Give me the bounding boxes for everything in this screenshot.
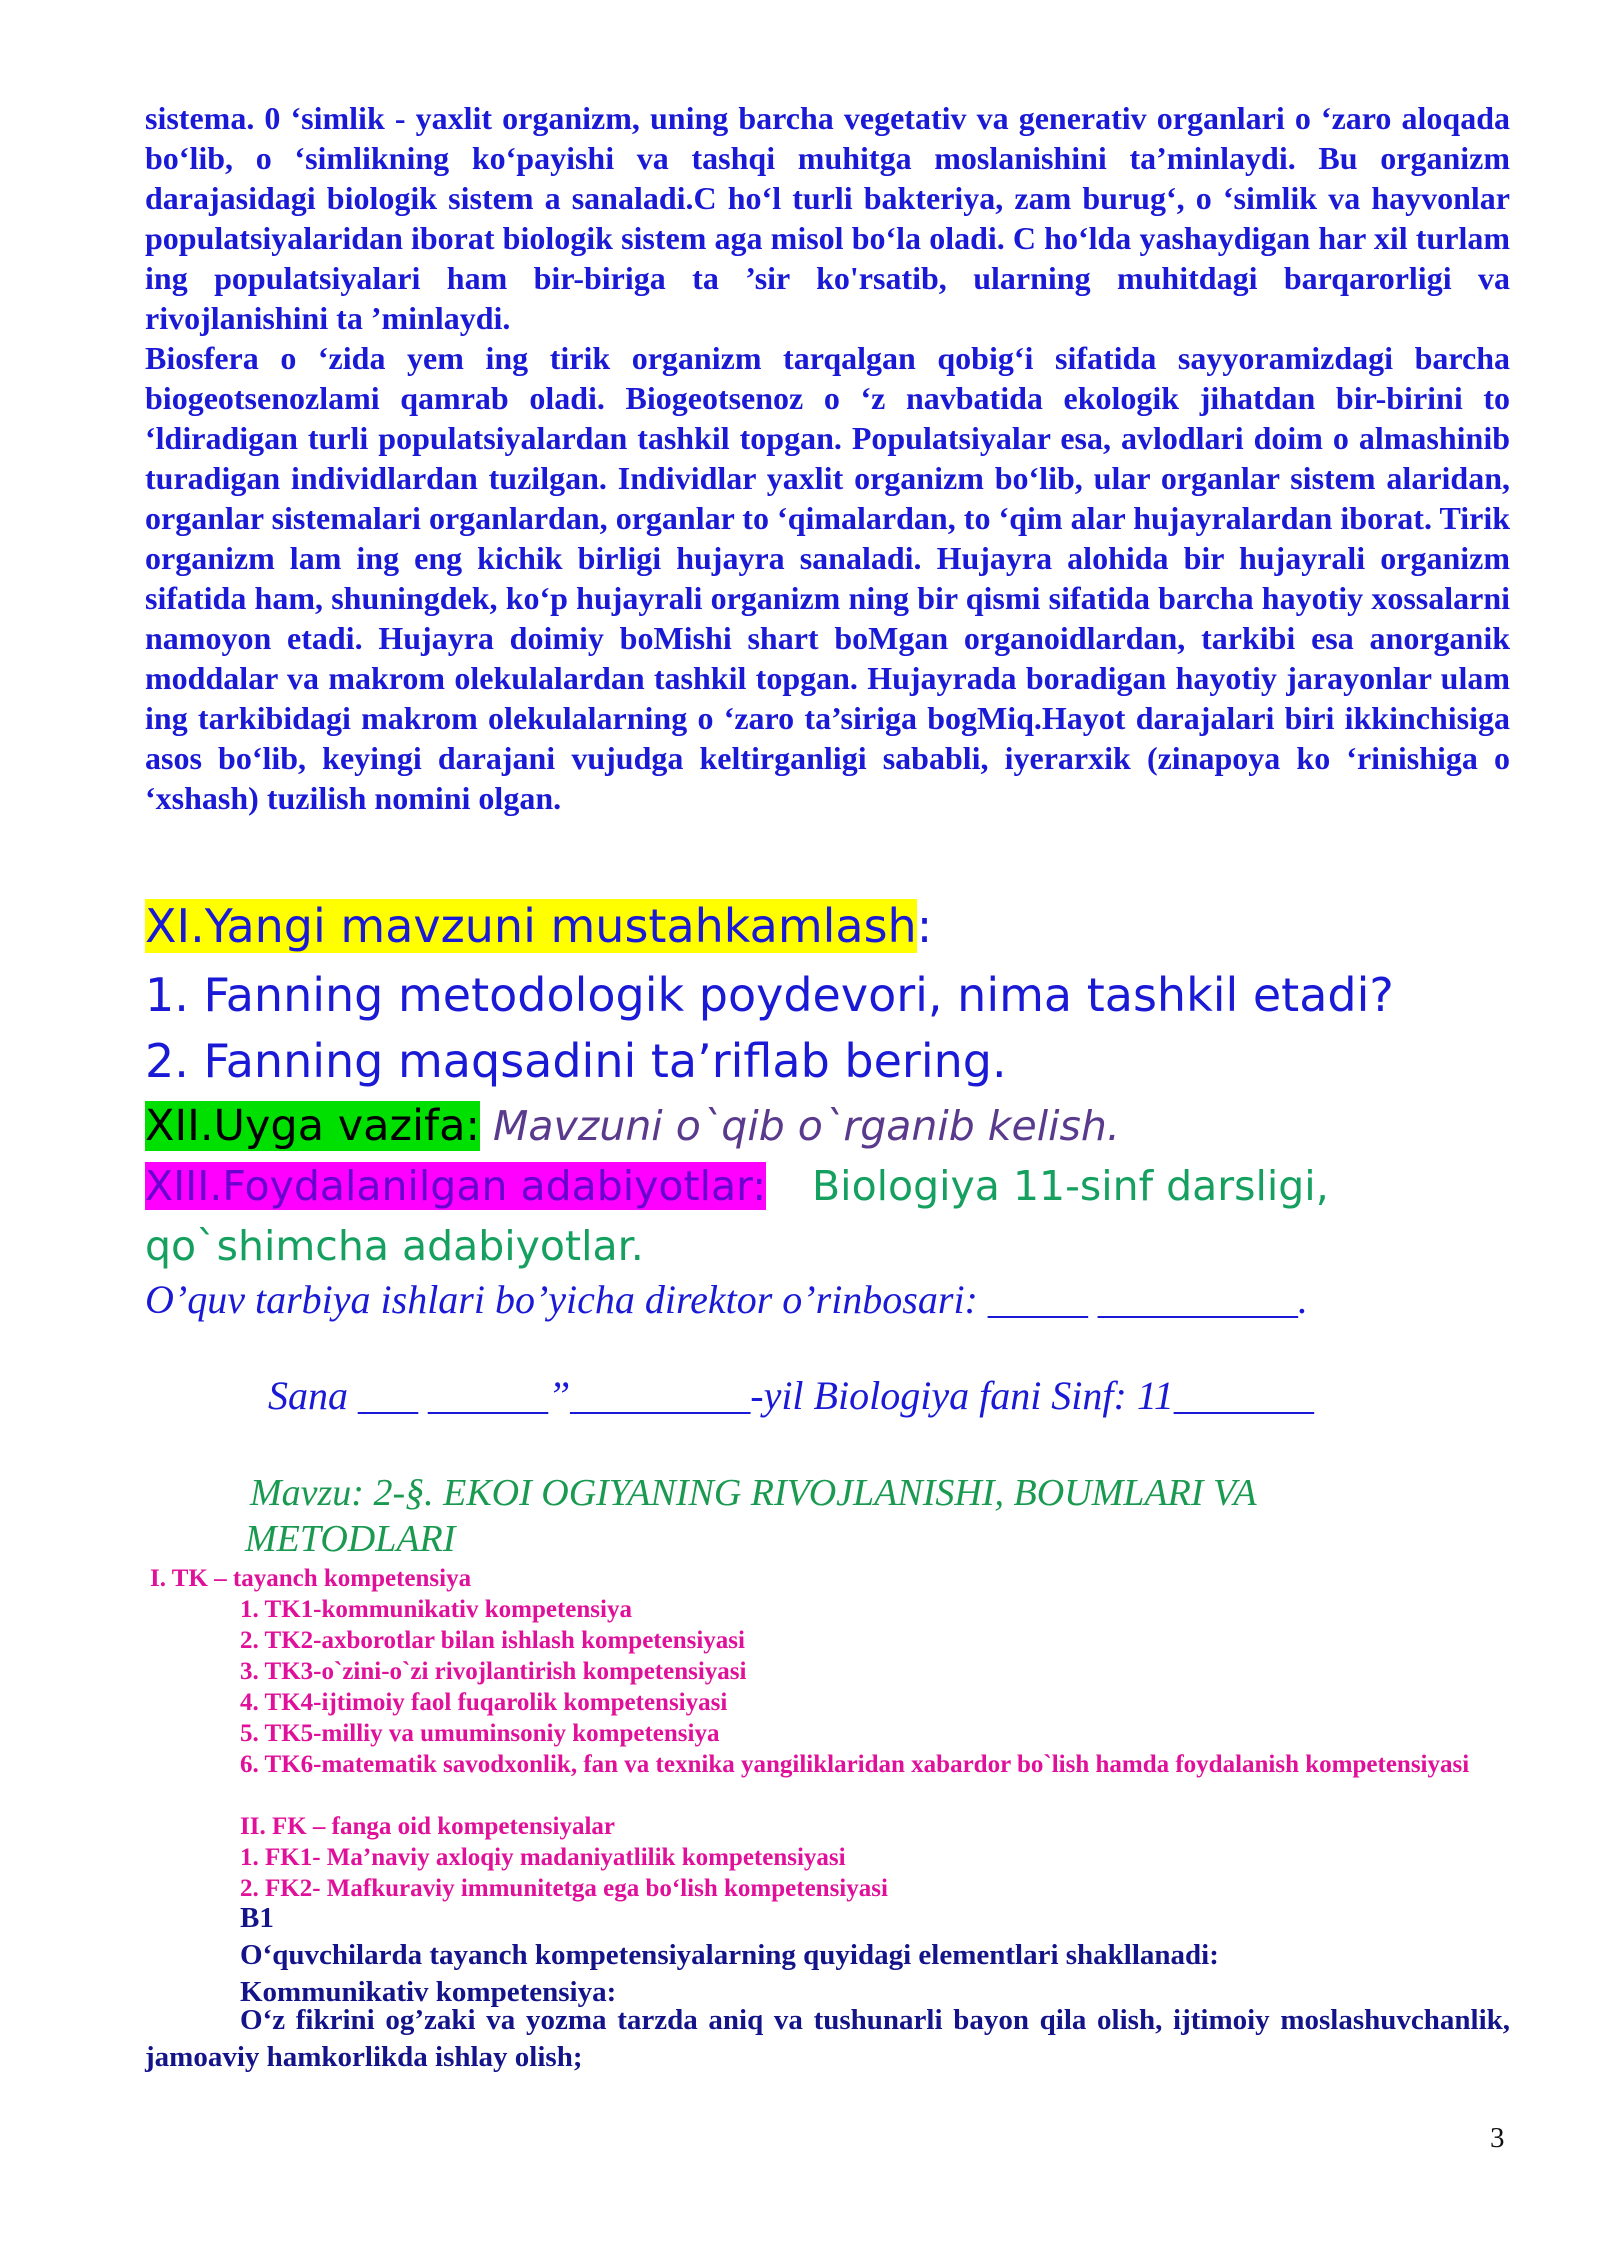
question-2: 2. Fanning maqsadini ta’riflab bering. — [145, 1034, 1007, 1088]
lesson-topic — [245, 1470, 1395, 1562]
b1-line-2: Kommunikativ kompetensiya: — [240, 1976, 617, 2008]
lesson-topic-line-1: Mavzu: 2-§. EKOI OGIYANING RIVOJLANISHI, BOUMLARI VA — [250, 1472, 1257, 1514]
list-item: 3. TK3-o`zini-o`zi rivojlantirish kompetensiyasi — [240, 1658, 747, 1685]
fk-heading: II. FK – fanga oid kompetensiyalar — [240, 1813, 616, 1840]
lesson-topic-line-2: METODLARI — [245, 1518, 456, 1560]
list-item: 5. TK5-milliy va umuminsoniy kompetensiya — [240, 1720, 720, 1747]
list-item: 2. TK2-axborotlar bilan ishlash kompetensiyasi — [240, 1627, 745, 1654]
section-xii-line — [145, 1098, 1510, 1154]
biosfera-paragraph: Biosfera o ‘zida yem ing tirik organizm tarqalgan qobig‘i sifatida sayyoramizdagi barcha biogeotsenozlami qamrab oladi. Biogeotsenoz o ‘z navbatida ekologik jihatdan bir-birini to ‘ldiradigan turli populatsiyalardan tashkil topgan. Populatsiyalar esa, avlodlari doim o almashinib turadigan individlardan tuzilgan. Individlar yaxlit organizm bo‘lib, ular organlar sistem alaridan, organlar sistemalari organlardan, organlar to ‘qimalardan, to ‘qim alar hujayralardan iborat. Tirik organizm lam ing eng kichik birligi hujayra sanaladi. Hujayra alohida bir hujayrali organizm sifatida ham, shuningdek, ko‘p hujayrali organizm ning bir qismi sifatida barcha hayotiy xossalarni namoyon etadi. Hujayra doimiy boMishi shart boMgan organoidlardan, tarkibi esa anorganik moddalar va makrom olekulalardan tashkil topgan. Hujayrada boradigan hayotiy jarayonlar ulam ing tarkibidagi makrom olekulalarning o ‘zaro ta’siriga bogMiq.Hayot darajalari biri ikkinchisiga asos bo‘lib, keyingi darajani vujudga keltirganligi sababli, iyerarxik (zinapoya ko ‘rinishiga o ‘xshash) tuzilish nomini olgan. — [145, 340, 1510, 816]
b1-line-1: O‘quvchilarda tayanch kompetensiyalarning quyidagi elementlari shakllanadi: — [240, 1939, 1219, 1971]
intro-paragraph: sistema. 0 ‘simlik - yaxlit organizm, uning barcha vegetativ va generativ organlari o ‘zaro aloqada bo‘lib, o ‘simlikning ko‘payishi va tashqi muhitga moslanishini ta’minlaydi. Bu organizm darajasidagi biologik sistem a sanaladi.C ho‘l turli bakteriya, zam burug‘, o ‘simlik va hayvonlar populatsiyalaridan iborat biologik sistem aga misol bo‘la oladi. C ho‘lda yashaydigan har xil turlam ing populatsiyalari ham bir-biriga ta ’sir ko'rsatib, ularning muhitdagi barqarorligi va rivojlanishini ta ’minlaydi. — [145, 100, 1510, 336]
question-1: 1. Fanning metodologik poydevori, nima tashkil etadi? — [145, 968, 1394, 1022]
kommunikativ-paragraph: O‘z fikrini og’zaki va yozma tarzda aniq va tushunarli bayon qila olish, ijtimoiy moslashuvchanlik, jamoaviy hamkorlikda ishlay olish; — [145, 2004, 1510, 2073]
homework-text: Mavzuni o`qib o`rganib kelish. — [480, 1102, 1120, 1150]
list-item: 2. FK2- Mafkuraviy immunitetga ega bo‘lish kompetensiyasi — [240, 1875, 888, 1902]
director-signature-line: O’quv tarbiya ishlari bo’yicha direktor o’rinbosari: _____ __________. — [145, 1277, 1308, 1322]
b1-section — [240, 1900, 1510, 2011]
list-item: 4. TK4-ijtimoiy faol fuqarolik kompetensiyasi — [240, 1689, 728, 1716]
references-text-continued: qo`shimcha adabiyotlar. — [145, 1222, 644, 1270]
tk-list — [240, 1594, 1510, 1749]
page-number: 3 — [1490, 2122, 1505, 2154]
b1-label: B1 — [240, 1902, 274, 1934]
date-subject-line: Sana ___ ______”_________-yil Biologiya fani Sinf: 11_______ — [268, 1373, 1314, 1418]
tk6-item: 6. TK6-matematik savodxonlik, fan va texnika yangiliklaridan xabardor bo`lish hamda foydalanish kompetensiyasi — [240, 1751, 1470, 1778]
list-item: 1. FK1- Ma’naviy axloqiy madaniyatlilik kompetensiyasi — [240, 1844, 846, 1871]
section-xiii-heading: XIII.Foydalanilgan adabiyotlar: — [145, 1162, 767, 1210]
section-xi-heading-line — [145, 896, 1510, 956]
section-xi-colon: : — [916, 899, 933, 953]
references-text: Biologiya 11-sinf darsligi, — [812, 1162, 1329, 1210]
fk-section — [240, 1811, 1510, 1904]
section-xi-heading: XI.Yangi mavzuni mustahkamlash — [145, 899, 917, 953]
list-item: 1. TK1-kommunikativ kompetensiya — [240, 1596, 632, 1623]
tk-heading: I. TK – tayanch kompetensiya — [150, 1565, 472, 1592]
section-xii-heading: XII.Uyga vazifa: — [145, 1101, 481, 1151]
section-xiii-line — [145, 1158, 1510, 1214]
